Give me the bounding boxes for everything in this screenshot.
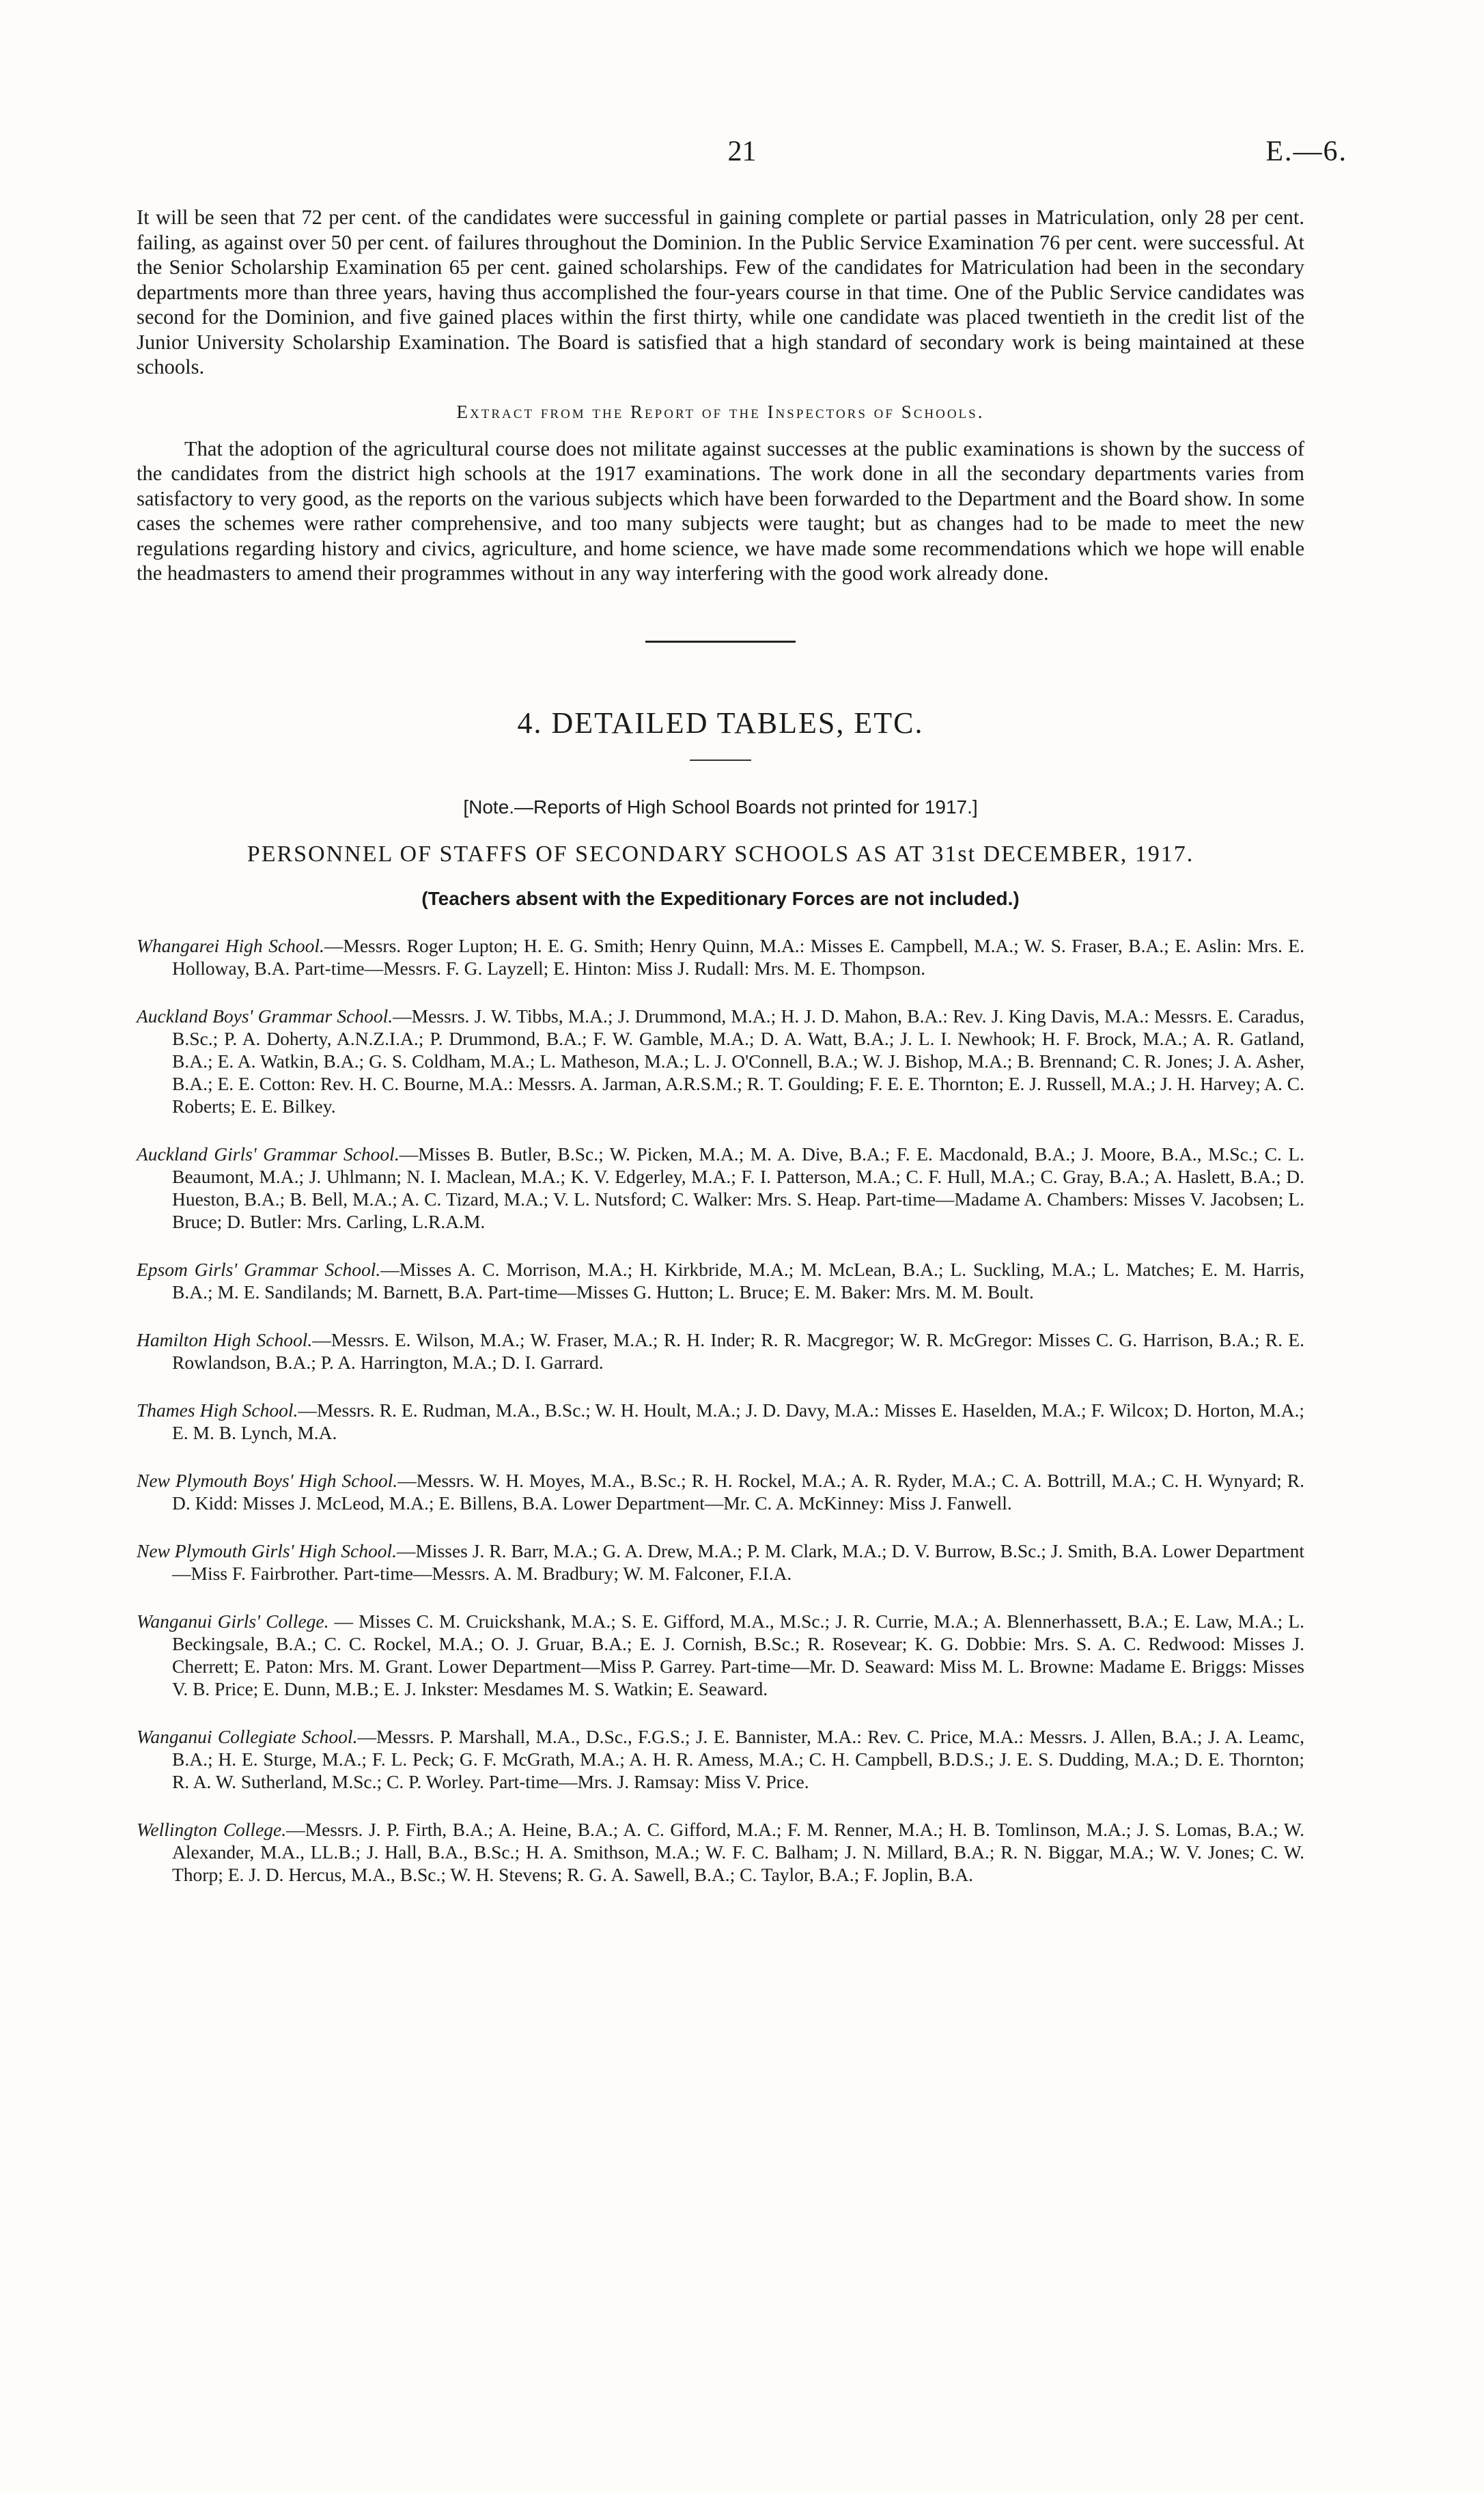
paragraph-results: It will be seen that 72 per cent. of the candidates were successful in gaining complete or partial passes in Matriculation, only 28 per cent. failing, as against over 50 per cent. of failures throughout the Dominion. In the Public Service Examination 76 per cent. were successful. At the Senior Scholarship Examination 65 per cent. gained scholarships. Few of the candidates for Matriculation had been in the secondary departments more than three years, having thus accomplished the four-years course in that time. One of the Public Service candidates was second for the Dominion, and five gained places within the first thirty, while one candidate was placed twentieth in the credit list of the Junior University Scholarship Examination. The Board is satisfied that a high standard of secondary work is being maintained at these schools. — [137, 206, 1304, 378]
school-staff-names: — Misses C. M. Cruickshank, M.A.; S. E. Gifford, M.A., M.Sc.; J. R. Currie, M.A.; A. Blennerhassett, B.A.; E. Law, M.A.; L. Beckingsale, B.A.; C. C. Rockel, M.A.; O. J. Gruar, B.A.; E. J. Cornish, B.Sc.; R. Rosevear; K. G. Dobbie: Mrs. S. A. C. Redwood: Misses J. Cherrett; E. Paton: Mrs. M. Grant. Lower Department—Miss P. Garrey. Part-time—Mr. D. Seaward: Miss M. L. Browne: Madame E. Briggs: Misses V. B. Price; E. Dunn, M.B.; E. J. Inkster: Mesdames M. S. Watkin; E. Seaward. — [172, 1610, 1304, 1699]
school-staff-names: —Misses A. C. Morrison, M.A.; H. Kirkbride, M.A.; M. McLean, B.A.; L. Suckling, M.A.; L. Matches; E. M. Harris, B.A.; M. E. Sandilands; M. Barnett, B.A. Part-time—Misses G. Hutton; L. Bruce; E. M. Baker: Mrs. M. M. Boult. — [172, 1258, 1304, 1303]
page-body — [137, 205, 1304, 1911]
boards-note: [Note.—Reports of High School Boards not printed for 1917.] — [463, 796, 978, 818]
school-staff-names: —Messrs. E. Wilson, M.A.; W. Fraser, M.A.; R. H. Inder; R. R. Macgregor; W. R. McGregor: Misses C. G. Harrison, B.A.; R. E. Rowlandson, B.A.; P. A. Harrington, M.A.; D. I. Garrard. — [172, 1328, 1304, 1373]
school-staff-entry — [137, 1143, 1304, 1233]
extract-title: Extract from the Report of the Inspectors of Schools. — [456, 401, 985, 422]
school-staff-entry — [137, 1258, 1304, 1303]
school-staff-names: —Misses B. Butler, B.Sc.; W. Picken, M.A.; M. A. Dive, B.A.; F. E. Macdonald, B.A.; J. Moore, B.A., M.Sc.; C. L. Beaumont, M.A.; J. Uhlmann; N. I. Maclean, M.A.; K. V. Edgerley, M.A.; F. I. Patterson, M.A.; C. F. Hull, M.A.; C. Gray, B.A.; A. Haslett, B.A.; D. Hueston, B.A.; B. Bell, M.A.; A. C. Tizard, M.A.; V. L. Nutsford; C. Walker: Mrs. S. Heap. Part-time—Madame A. Chambers: Misses V. Jacobsen; L. Bruce; D. Butler: Mrs. Carling, L.R.A.M. — [172, 1143, 1304, 1232]
page-number: 21 — [727, 136, 757, 167]
school-staff-names: —Messrs. J. P. Firth, B.A.; A. Heine, B.A.; A. C. Gifford, M.A.; F. M. Renner, M.A.; H. B. Tomlinson, M.A.; J. S. Lomas, B.A.; W. Alexander, M.A., LL.B.; J. Hall, B.A., B.Sc.; H. A. Smithson, M.A.; W. F. C. Balham; J. N. Millard, B.A.; R. N. Biggar, M.A.; W. V. Jones; C. W. Thorp; E. J. D. Hercus, M.A., B.Sc.; W. H. Stevens; R. G. A. Sawell, B.A.; C. Taylor, B.A.; F. Joplin, B.A. — [172, 1818, 1304, 1885]
school-staff-list — [137, 934, 1304, 1886]
school-staff-entry — [137, 1469, 1304, 1514]
paragraph-inspectors-report: That the adoption of the agricultural course does not militate against successes at the public examinations is shown by the success of the candidates from the district high schools at the 1917 examinations. The work done in all the secondary departments varies from satisfactory to very good, as the reports on the various subjects which have been forwarded to the Department and the Board show. In some cases the schemes were rather comprehensive, and too many subjects were taught; but as changes had to be made to meet the new regulations regarding history and civics, agriculture, and home science, we have made some recommendations which we hope will enable the headmasters to amend their programmes without in any way interfering with the good work already done. — [137, 436, 1304, 585]
school-staff-names: —Messrs. Roger Lupton; H. E. G. Smith; Henry Quinn, M.A.: Misses E. Campbell, M.A.; W. S. Fraser, B.A.; E. Aslin: Mrs. E. Holloway, B.A. Part-time—Messrs. F. G. Layzell; E. Hinton: Miss J. Rudall: Mrs. M. E. Thompson. — [172, 934, 1304, 979]
school-name: Whangarei High School. — [137, 934, 324, 956]
school-staff-entry — [137, 1725, 1304, 1793]
school-staff-entry — [137, 1540, 1304, 1585]
school-staff-names: —Messrs. J. W. Tibbs, M.A.; J. Drummond, M.A.; H. J. D. Mahon, B.A.: Rev. J. King Davis, M.A.: Messrs. E. Caradus, B.Sc.; P. A. Doherty, A.N.Z.I.A.; P. Drummond, B.A.; F. W. Gamble, M.A.; D. A. Watt, B.A.; J. L. I. Newhook; H. F. Brock, M.A.; A. R. Gatland, B.A.; E. A. Watkin, B.A.; G. S. Coldham, M.A.; L. Matheson, M.A.; L. J. O'Connell, B.A.; W. J. Bishop, M.A.; B. Brennand; C. R. Jones; J. A. Asher, B.A.; E. E. Cotton: Rev. H. C. Bourne, M.A.: Messrs. A. Jarman, A.R.S.M.; R. T. Goulding; F. E. E. Thornton; E. J. Russell, M.A.; J. H. Harvey; A. C. Roberts; E. E. Bilkey. — [172, 1005, 1304, 1117]
school-staff-entry — [137, 1328, 1304, 1374]
school-name: Wellington College. — [137, 1818, 287, 1840]
section-divider — [645, 641, 796, 643]
school-name: Hamilton High School. — [137, 1328, 313, 1350]
school-staff-entry — [137, 1005, 1304, 1117]
school-name: Auckland Boys' Grammar School. — [137, 1005, 393, 1027]
school-staff-names: —Messrs. R. E. Rudman, M.A., B.Sc.; W. H. Hoult, M.A.; J. D. Davy, M.A.: Misses E. Haselden, M.A.; F. Wilcox; D. Horton, M.A.; E. M. B. Lynch, M.A. — [172, 1399, 1304, 1443]
school-name: Wanganui Collegiate School. — [137, 1725, 358, 1747]
school-name: New Plymouth Boys' High School. — [137, 1469, 398, 1491]
personnel-title: PERSONNEL OF STAFFS OF SECONDARY SCHOOLS AS AT 31st DECEMBER, 1917. — [247, 841, 1194, 867]
school-name: Epsom Girls' Grammar School. — [137, 1258, 381, 1280]
school-staff-entry — [137, 1399, 1304, 1444]
school-staff-entry — [137, 934, 1304, 979]
school-name: Wanganui Girls' College. — [137, 1610, 329, 1632]
school-staff-entry — [137, 1610, 1304, 1700]
document-reference: E.—6. — [1265, 136, 1347, 167]
heading-underline — [690, 760, 751, 761]
school-name: Thames High School. — [137, 1399, 298, 1421]
school-staff-names: —Messrs. W. H. Moyes, M.A., B.Sc.; R. H. Rockel, M.A.; A. R. Ryder, M.A.; C. A. Bottrill, M.A.; C. H. Wynyard; R. D. Kidd: Misses J. McLeod, M.A.; E. Billens, B.A. Lower Department—Mr. C. A. McKinney: Miss J. Fanwell. — [172, 1469, 1304, 1514]
school-staff-names: —Misses J. R. Barr, M.A.; G. A. Drew, M.A.; P. M. Clark, M.A.; D. V. Burrow, B.Sc.; J. Smith, B.A. Lower Department—Miss F. Fairbrother. Part-time—Messrs. A. M. Bradbury; W. M. Falconer, F.I.A. — [172, 1540, 1305, 1584]
section-heading: 4. DETAILED TABLES, ETC. — [517, 706, 924, 740]
personnel-subnote: (Teachers absent with the Expeditionary Forces are not included.) — [421, 887, 1020, 909]
school-staff-entry — [137, 1818, 1304, 1886]
page-header — [137, 135, 1347, 176]
school-staff-names: —Messrs. P. Marshall, M.A., D.Sc., F.G.S.; J. E. Bannister, M.A.: Rev. C. Price, M.A.: Messrs. J. Allen, B.A.; J. A. Leamc, B.A.; H. E. Sturge, M.A.; F. L. Peck; G. F. McGrath, M.A.; A. H. R. Amess, M.A.; C. H. Campbell, B.D.S.; J. E. S. Dudding, M.A.; D. E. Thornton; R. A. W. Sutherland, M.Sc.; C. P. Worley. Part-time—Mrs. J. Ramsay: Miss V. Price. — [172, 1725, 1304, 1792]
school-name: Auckland Girls' Grammar School. — [137, 1143, 400, 1165]
school-name: New Plymouth Girls' High School. — [137, 1540, 397, 1561]
